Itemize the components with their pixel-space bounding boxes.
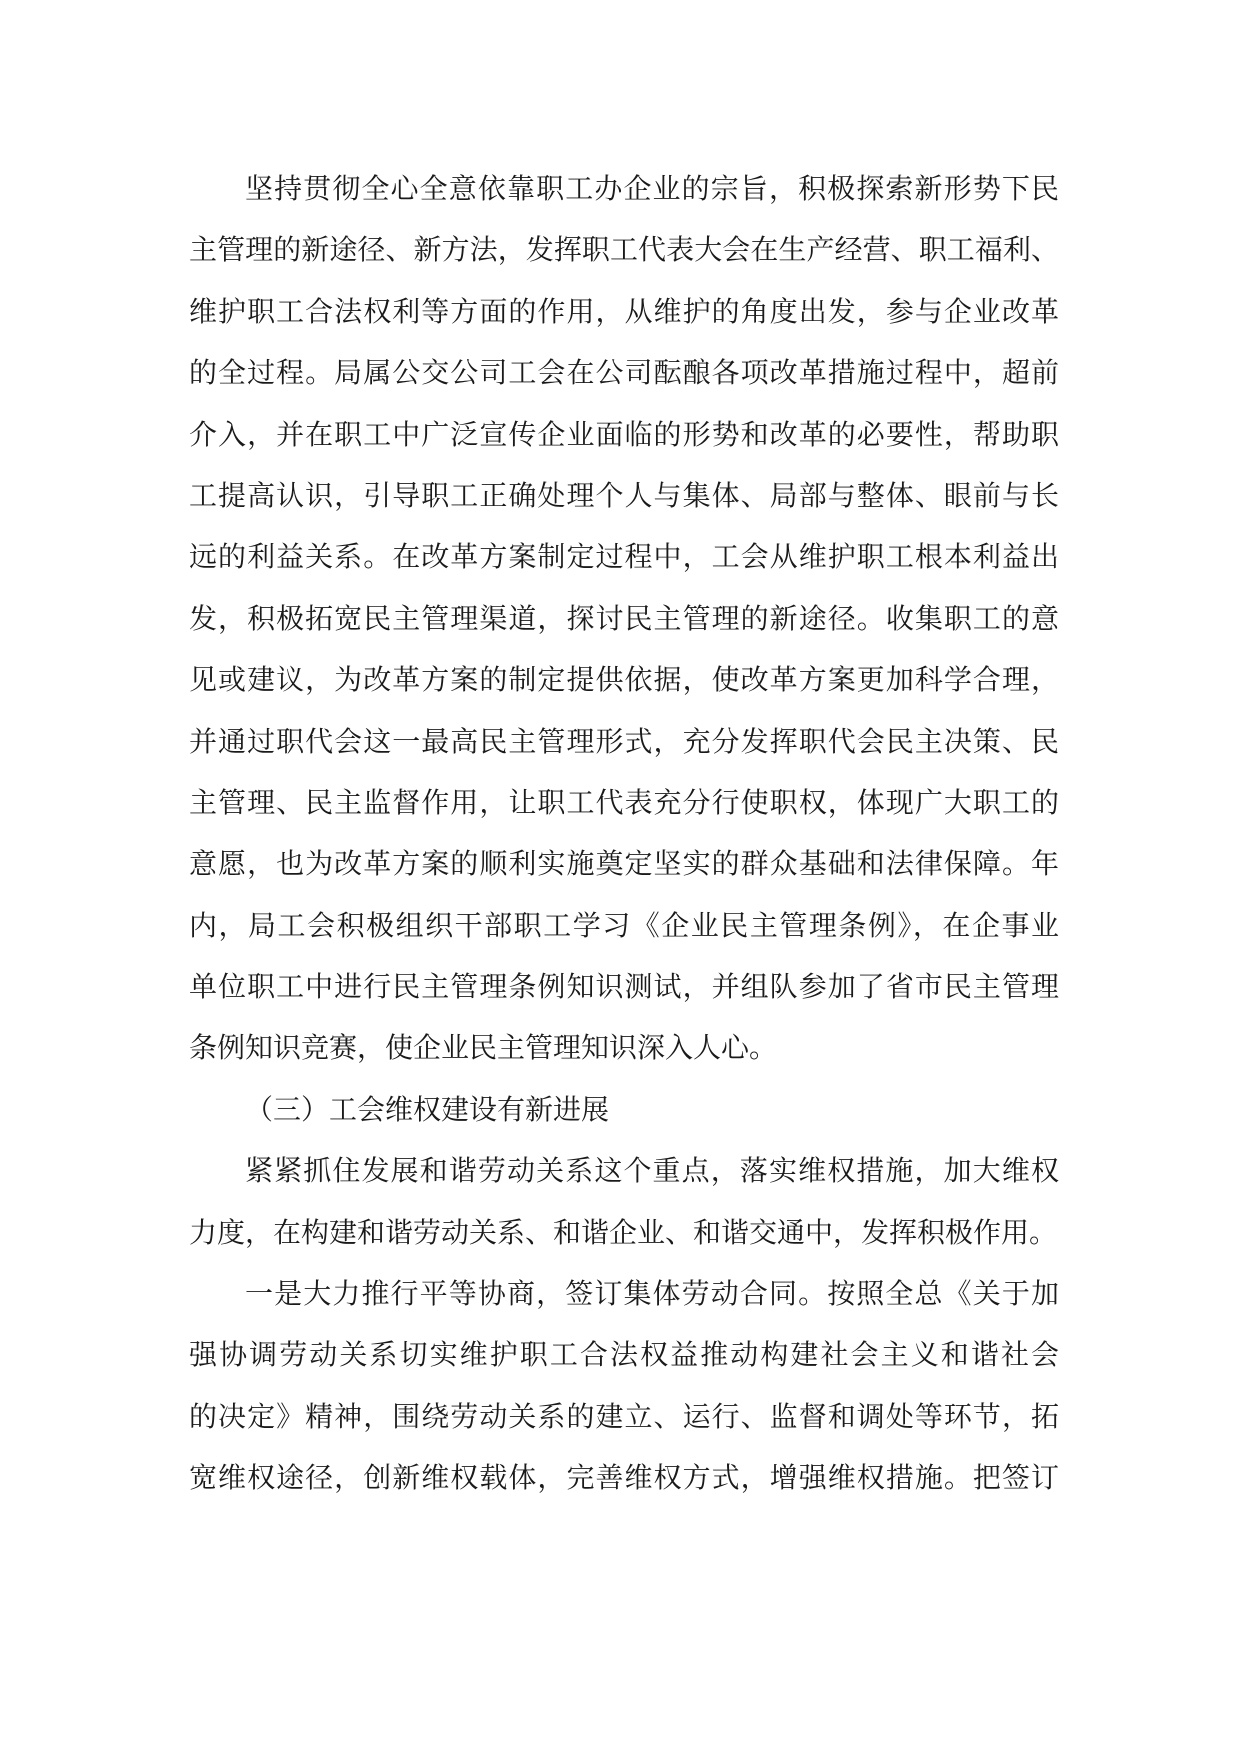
- text-line: 力度，在构建和谐劳动关系、和谐企业、和谐交通中，发挥积极作用。: [189, 1215, 1058, 1249]
- text-line: 宽维权途径，创新维权载体，完善维权方式，增强维权措施。把签订: [189, 1461, 1059, 1495]
- text-line: 见或建议，为改革方案的制定提供依据，使改革方案更加科学合理，: [189, 663, 1059, 697]
- text-line: 内，局工会积极组织干部职工学习《企业民主管理条例》，在企事业: [189, 908, 1059, 942]
- paragraph: [189, 1140, 1059, 1263]
- heading-text: （三）工会维权建设有新进展: [245, 1092, 610, 1126]
- text-line: 意愿，也为改革方案的顺利实施奠定坚实的群众基础和法律保障。年: [189, 847, 1059, 881]
- text-line: 紧紧抓住发展和谐劳动关系这个重点，落实维权措施，加大维权: [245, 1154, 1059, 1188]
- text-line: 工提高认识，引导职工正确处理个人与集体、局部与整体、眼前与长: [189, 478, 1059, 512]
- text-line: 发，积极拓宽民主管理渠道，探讨民主管理的新途径。收集职工的意: [189, 601, 1059, 635]
- text-line: 主管理、民主监督作用，让职工代表充分行使职权，体现广大职工的: [189, 785, 1059, 819]
- text-line: 强协调劳动关系切实维护职工合法权益推动构建社会主义和谐社会: [189, 1338, 1059, 1372]
- paragraph: [189, 1263, 1059, 1509]
- text-line: 单位职工中进行民主管理条例知识测试，并组队参加了省市民主管理: [189, 970, 1059, 1004]
- section-heading: [189, 1079, 1059, 1140]
- text-line: 条例知识竞赛，使企业民主管理知识深入人心。: [189, 1031, 778, 1065]
- text-line: 并通过职代会这一最高民主管理形式，充分发挥职代会民主决策、民: [189, 724, 1059, 758]
- text-line: 的决定》精神，围绕劳动关系的建立、运行、监督和调处等环节，拓: [189, 1399, 1059, 1433]
- text-line: 主管理的新途径、新方法，发挥职工代表大会在生产经营、职工福利、: [189, 233, 1059, 267]
- body-text: [189, 158, 1059, 1509]
- text-line: 介入，并在职工中广泛宣传企业面临的形势和改革的必要性，帮助职: [189, 417, 1059, 451]
- text-line: 远的利益关系。在改革方案制定过程中，工会从维护职工根本利益出: [189, 540, 1059, 574]
- text-line: 维护职工合法权利等方面的作用，从维护的角度出发，参与企业改革: [189, 294, 1059, 328]
- text-line: 坚持贯彻全心全意依靠职工办企业的宗旨，积极探索新形势下民: [245, 172, 1059, 205]
- text-line: 一是大力推行平等协商，签订集体劳动合同。按照全总《关于加: [245, 1277, 1059, 1311]
- paragraph: [189, 158, 1059, 1079]
- text-line: 的全过程。局属公交公司工会在公司酝酿各项改革措施过程中，超前: [189, 356, 1059, 390]
